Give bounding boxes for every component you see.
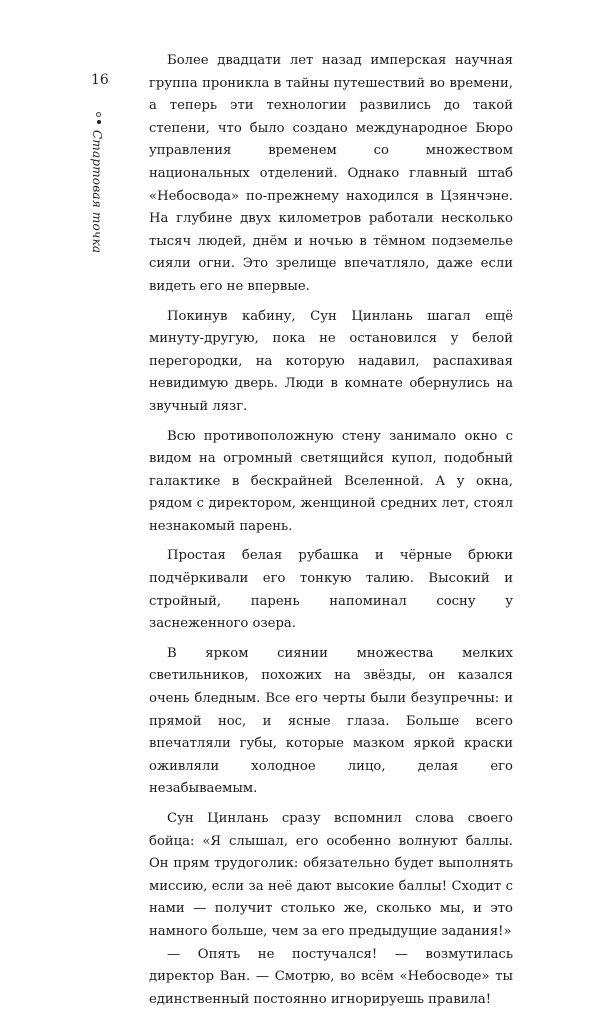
paragraph-3: Всю противоположную стену занимало окно с видом на огромный светящийся купол, подобный галактике в бескрайней Вселенной. А у окна, рядом с директором, женщиной средних лет, стоял незнакомый парень. (149, 428, 513, 534)
running-title (79, 130, 115, 254)
ornament-ring-icon (96, 112, 101, 117)
paragraph-2: Покинув кабину, Сун Цинлань шагал ещё минуту-другую, пока не остановился у белой перегородки, на которую надавил, распахивая невидимую дверь. Люди в комнате обернулись на звучный лязг. (149, 308, 513, 414)
paragraph-1: Более двадцати лет назад имперская научная группа проникла в тайны путешествий во времени, а теперь эти технологии развились до такой степени, что было создано международное Бюро управления временем со множеством национальных отделений. Однако главный штаб «Небосвода» по-прежнему находился в Цзянчэне. На глубине двух километров работали несколько тысяч людей, днём и ночью в тёмном подземелье сияли огни. Это зрелище впечатляло, даже если видеть его не впервые. (149, 53, 513, 294)
paragraph-4: Простая белая рубашка и чёрные брюки подчёркивали его тонкую талию. Высокий и стройный, парень напоминал сосну у заснеженного озера. (149, 548, 513, 632)
running-title-text: Стартовая точка (90, 130, 104, 254)
paragraph-6: Сун Цинлань сразу вспомнил слова своего бойца: «Я слышал, его особенно волнуют баллы. Он прям трудоголик: обязательно будет выполнять миссию, если за неё дают высокие баллы! Сходит с нами — получит столько же, сколько мы, и это намного больше, чем за его предыдущие задания!» (149, 811, 513, 939)
paragraph-5: В ярком сиянии множества мелких светильников, похожих на звёзды, он казался очень бледным. Все его черты были безупречны: и прямой нос, и ясные глаза. Больше всего впечатляли губы, которые мазком яркой краски оживляли холодное лицо, делая его незабываемым. (149, 645, 513, 797)
page-number: 16 (91, 72, 109, 88)
body-text (149, 50, 513, 1011)
paragraph-7: — Опять не постучался! — возмутилась директор Ван. — Смотрю, во всём «Небосводе» ты единственный постоянно игнорируешь правила! (149, 946, 513, 1007)
ornament-dot-icon (97, 120, 101, 124)
